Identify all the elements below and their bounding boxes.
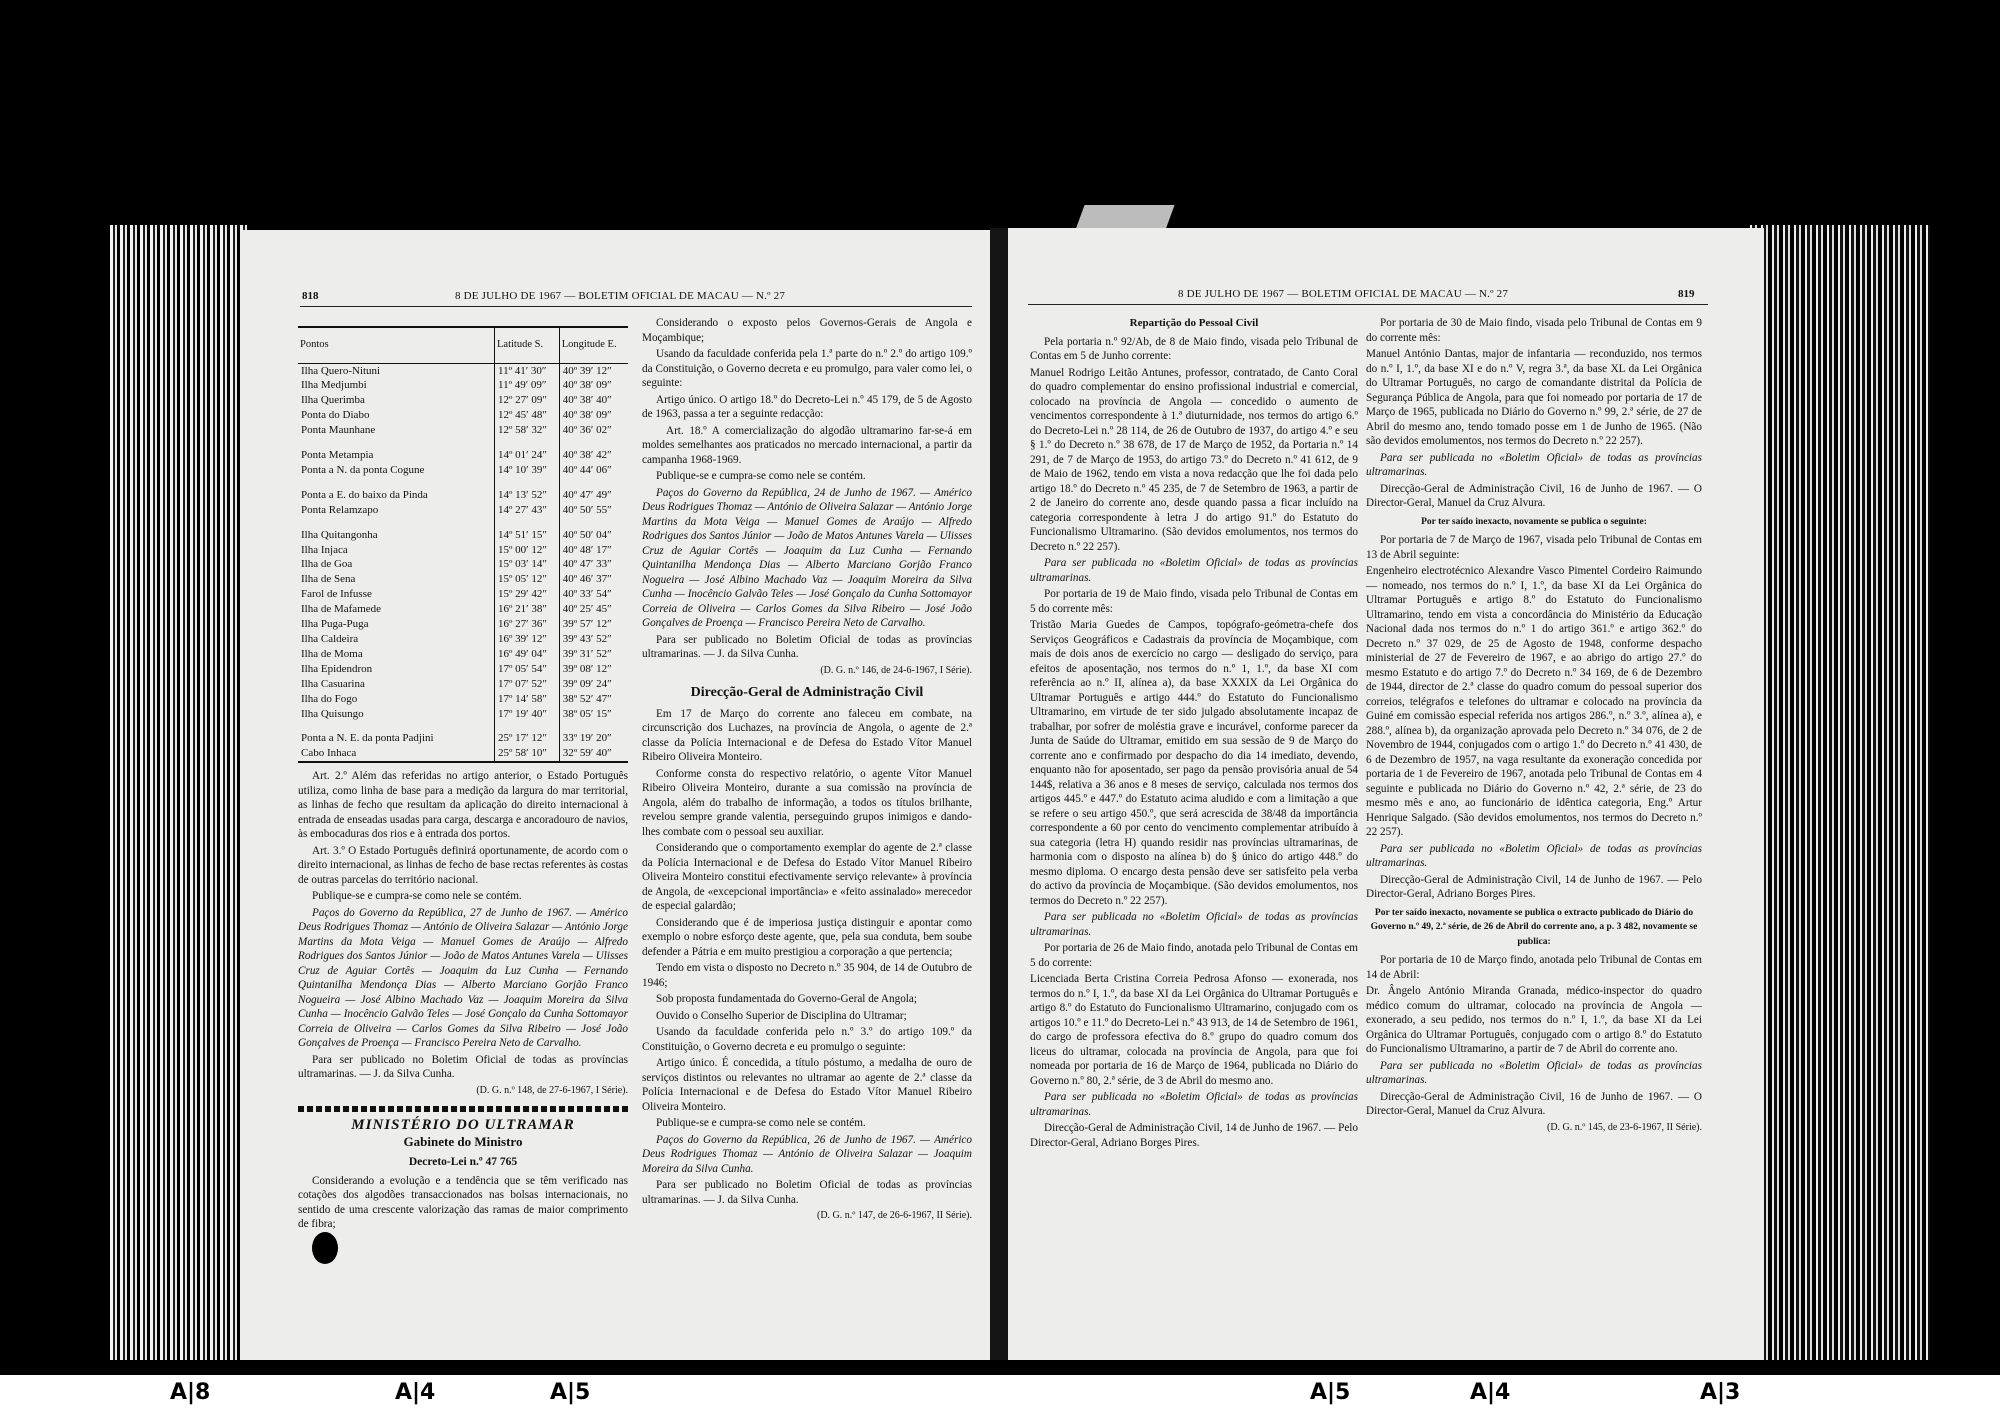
longitude-cell: 38º 05′ 15″ (559, 707, 628, 722)
table-header: Latitude S. (495, 327, 560, 363)
point-name-cell: Ilha de Mafamede (301, 603, 382, 616)
publication-note: Para ser publicado no Boletim Oficial de todas as províncias ultramarinas. — J. da Silva Cunha. (298, 1053, 628, 1081)
paragraph: Engenheiro electrotécnico Alexandre Vasco Pimentel Cordeiro Raimundo — nomeado, nos termos do n.º I, 1.º, da base XI da Lei Orgânica do Ultramar Português e artigo 8.º do Estatuto do Funcionalismo Ultramarino, tendo em vista a concordância do Ministério da Educação Nacional dada nos termos do n.º 1 do artigo 361.º e artigo 362.º do Decreto n.º 37 029, de 25 de Agosto de 1948, conforme despacho ministerial de 27 de Fevereiro de 1967, e ao abrigo do artigo 27.º do mesmo Estatuto e do artigo 7.º do Decreto n.º 34 169, de 6 de Dezembro de 1944, director de 2.ª classe do quadro comum do pessoal superior dos correios, telégrafos e telefones do ultramar e colocado na província da Guiné em comissão especial referida nos artigos 286.º, n.º 3.º, alínea a), e 288.º, alínea b), da organização aprovada pelo Decreto n.º 34 076, de 2 de Novembro de 1944, conjugados com o artigo 1.º do Decreto n.º 41 430, de 6 de Dezembro de 1957, na vaga resultante da exoneração concedida por portaria de 1 de Fevereiro de 1967, anotada pelo Tribunal de Contas em 4 seguinte e publicada no Diário do Governo n.º 42, 2.ª série, de 23 do mesmo mês e ano, ao funcionário de idêntica categoria, Eng.º Artur Henrique Salgado. (São devidos emolumentos, nos termos do Decreto n.º 22 257). (1366, 565, 1702, 838)
longitude-cell: 33º 19′ 20″ (559, 721, 628, 746)
signatories: Paços do Governo da República, 26 de Junho de 1967. — Américo Deus Rodrigues Thomaz — António de Oliveira Salazar — Joaquim Moreira da Silva Cunha. (642, 1133, 972, 1175)
paragraph: Dr. Ângelo António Miranda Granada, médico-inspector do quadro médico comum do ultramar, colocado na província de Angola — exonerado, a seu pedido, nos termos do n.º I, 1.º, da base XI da Lei Orgânica do Ultramar Português, conjugado com o artigo 8.º do Estatuto do Funcionalismo Ultramarino, a partir de 7 de Abril do corrente ano. (1366, 985, 1702, 1055)
publication-note: Para ser publicado no Boletim Oficial de todas as províncias ultramarinas. — J. da Silva Cunha. (642, 633, 972, 660)
table-row (298, 662, 628, 677)
left-column-2 (642, 316, 972, 1226)
ministry-heading: MINISTÉRIO DO ULTRAMAR (351, 1117, 575, 1134)
latitude-cell: 12º 58′ 32″ (495, 423, 560, 438)
longitude-cell: 40º 50′ 55″ (559, 503, 628, 518)
longitude-cell: 40º 36′ 02″ (559, 423, 628, 438)
latitude-cell: 25º 17′ 12″ (495, 721, 560, 746)
paragraph: Tendo em vista o disposto no Decreto n.º 35 904, de 14 de Outubro de 1946; (642, 962, 972, 989)
paragraph: Por portaria de 26 de Maio findo, anotada pelo Tribunal de Contas em 5 do corrente: (1030, 942, 1358, 969)
cabinet-heading: Gabinete do Ministro (403, 1133, 523, 1149)
signature-line: Direcção-Geral de Administração Civil, 14 de Junho de 1967. — Pelo Director-Geral, Adriano Borges Pires. (1030, 1122, 1358, 1149)
point-name-cell: Ilha Casuarina (301, 677, 365, 690)
paragraph: Manuel Rodrigo Leitão Antunes, professor, contratado, de Canto Coral do quadro complementar do ensino profissional industrial e comercial, colocado na província de Angola — concedido o aumento de vencimentos correspondente à 1.ª diuturnidade, nos termos do artigo 6.º do Decreto-Lei n.º 28 114, de 26 de Outubro de 1937, do artigo 4.º e seu § 1.º do Decreto n.º 38 678, de 17 de Março de 1952, da Portaria n.º 14 291, de 7 de Março de 1953, do artigo 73.º do Decreto n.º 41 612, de 9 de Maio de 1962, tendo em vista a nova redacção que lhe foi dada pelo artigo 18.º do Decreto n.º 45 235, de 7 de Setembro de 1963, a partir de 2 de Janeiro do corrente ano, desde quando passa a ficar incluído na categoria correspondente à letra J do artigo 91.º do Estatuto do Funcionalismo Ultramarino. (São devidos emolumentos, nos termos do Decreto n.º 22 257). (1030, 366, 1358, 553)
table-row (298, 557, 628, 572)
paragraph: Por portaria de 7 de Março de 1967, visada pelo Tribunal de Contas em 13 de Abril seguinte: (1366, 534, 1702, 561)
table-row (298, 378, 628, 393)
longitude-cell: 40º 25′ 45″ (559, 602, 628, 617)
table-row (298, 408, 628, 423)
publication-note: Para ser publicada no «Boletim Oficial» de todas as províncias ultramarinas. (1366, 1059, 1702, 1086)
table-row (298, 518, 628, 543)
point-name-cell: Ilha Injaca (301, 543, 348, 556)
paragraph: Por portaria de 19 de Maio findo, visada pelo Tribunal de Contas em 5 do corrente mês: (1030, 588, 1358, 615)
longitude-cell: 40º 38′ 42″ (559, 438, 628, 463)
table-row (298, 632, 628, 647)
point-name-cell: Ponta Relamzapo (301, 503, 379, 516)
book-edge-left (110, 225, 250, 1360)
point-name-cell: Ponta a N. da ponta Cogune (301, 463, 425, 476)
correction-notice: Por ter saído inexacto, novamente se publica o extracto publicado do Diário do Governo n.º 49, 2.ª série, de 26 de Abril do corrente ano, a p. 3 482, novamente se publica: (1370, 907, 1698, 947)
latitude-cell: 15º 05′ 12″ (495, 572, 560, 587)
table-row (298, 707, 628, 722)
point-name-cell: Ilha de Moma (301, 647, 363, 660)
latitude-cell: 14º 01′ 24″ (495, 438, 560, 463)
signatories: Paços do Governo da República, 24 de Junho de 1967. — Américo Deus Rodrigues Thomaz — António de Oliveira Salazar — António Jorge Martins da Mota Veiga — Manuel Gomes de Araújo — Alfredo Rodrigues dos Santos Júnior — João de Matos Antunes Varela — Ulisses Cruz de Aguiar Cortês — Joaquim da Luz Cunha — Fernando Quintanilha Mendonça Dias — Alberto Marciano Gorjão Franco Nogueira — José Albino Machado Vaz — Joaquim Moreira da Silva Cunha — Inocêncio Galvão Teles — José Gonçalo da Cunha Sottomayor Correia de Oliveira — Carlos Gomes da Silva Ribeiro — José João Gonçalves de Proença — Francisco Pereira Neto de Carvalho. (642, 486, 972, 629)
latitude-cell: 17º 14′ 58″ (495, 692, 560, 707)
gazette-reference: (D. G. n.º 148, de 27-6-1967, I Série). (476, 1084, 628, 1096)
right-column-1 (1030, 316, 1358, 1152)
longitude-cell: 32º 59′ 40″ (559, 746, 628, 762)
paragraph: Usando da faculdade conferida pelo n.º 3.º do artigo 109.º da Constituição, o Governo decreta e eu promulgo o seguinte: (642, 1026, 972, 1053)
latitude-cell: 16º 49′ 04″ (495, 647, 560, 662)
point-name-cell: Ilha Quisungo (301, 707, 364, 720)
section-heading: Repartição do Pessoal Civil (1129, 317, 1259, 329)
longitude-cell: 38º 52′ 47″ (559, 692, 628, 707)
section-divider (298, 1106, 628, 1112)
longitude-cell: 40º 38′ 40″ (559, 393, 628, 408)
index-tab: A|4 (1470, 1380, 1511, 1405)
coordinates-table (298, 326, 628, 763)
running-header: 8 DE JULHO DE 1967 — BOLETIM OFICIAL DE MACAU — N.º 27 (455, 290, 786, 302)
latitude-cell: 14º 27′ 43″ (495, 503, 560, 518)
table-row (298, 393, 628, 408)
latitude-cell: 17º 19′ 40″ (495, 707, 560, 722)
point-name-cell: Ilha de Goa (301, 558, 353, 571)
point-name-cell: Cabo Inhaca (298, 746, 495, 762)
latitude-cell: 15º 00′ 12″ (495, 543, 560, 558)
latitude-cell: 14º 10′ 39″ (495, 463, 560, 478)
paragraph: Publique-se e cumpra-se como nele se contém. (656, 1117, 866, 1129)
table-row (298, 602, 628, 617)
gazette-reference: (D. G. n.º 146, de 24-6-1967, I Série). (820, 664, 972, 676)
paragraph: Considerando o exposto pelos Governos-Gerais de Angola e Moçambique; (642, 317, 972, 344)
point-name-cell: Ilha Caldeira (301, 633, 359, 645)
longitude-cell: 39º 08′ 12″ (559, 662, 628, 677)
index-tab: A|5 (550, 1380, 591, 1405)
latitude-cell: 12º 27′ 09″ (495, 393, 560, 408)
latitude-cell: 17º 05′ 54″ (495, 662, 560, 677)
table-row (298, 692, 628, 707)
table-row (298, 363, 628, 378)
paragraph: Licenciada Berta Cristina Correia Pedrosa Afonso — exonerada, nos termos do n.º I, 1.º, da base XI da Lei Orgânica do Ultramar Português e artigo 8.º do Estatuto do Funcionalismo Ultramarino, conjugado com os artigos 10.º e 11.º do Decreto-Lei n.º 43 913, de 14 de Setembro de 1961, do cargo de professora efectiva do 8.º grupo do quadro comum dos liceus do ultramar, colocada na província de Angola, para que foi nomeada por portaria de 16 de Março de 1964, publicada no Diário do Governo n.º 80, 2.ª série, de 3 de Abril do mesmo ano. (1030, 973, 1358, 1087)
longitude-cell: 39º 43′ 52″ (559, 632, 628, 647)
index-tab: A|4 (395, 1380, 436, 1405)
gazette-reference: (D. G. n.º 147, de 26-6-1967, II Série). (816, 1210, 972, 1221)
binding-hole (312, 1232, 338, 1264)
paragraph: Conforme consta do respectivo relatório, o agente Vítor Manuel Ribeiro Oliveira Monteiro, durante a sua comissão na província de Angola, além do trabalho de informação, a todos os títulos brilhante, revelou sempre grande valentia, perseguindo grupos inimigos e dando-lhes combate com o pessoal seu auxiliar. (642, 767, 972, 838)
paragraph: Considerando que é de imperiosa justiça distinguir e apontar como exemplo o nobre esforço deste agente, que, pela sua conduta, bem soube defender a Pátria e em muito prestigiou a corporação a que pertencia; (642, 916, 972, 958)
publication-note: Para ser publicado no Boletim Oficial de todas as províncias ultramarinas. — J. da Silva Cunha. (642, 1179, 972, 1206)
article-2: Art. 2.º Além das referidas no artigo anterior, o Estado Português utiliza, como linha de base para a medição da largura do mar territorial, as linhas de fecho que resultam da aplicação do direito internacional à entrada de enseadas usadas para carga, descarga e ancoradouro de navios, às embocaduras dos rios e à entrada dos portos. (298, 770, 628, 841)
paragraph: Pela portaria n.º 92/Ab, de 8 de Maio findo, visada pelo Tribunal de Contas em 5 de Junho corrente: (1030, 335, 1358, 362)
latitude-cell: 15º 03′ 14″ (495, 557, 560, 572)
correction-notice: Por ter saído inexacto, novamente se publica o seguinte: (1421, 516, 1647, 527)
point-name-cell: Ilha de Sena (301, 573, 356, 586)
table-row (298, 543, 628, 558)
article-3: Art. 3.º O Estado Português definirá oportunamente, de acordo com o direito internacional, as linhas de fecho de base rectas referentes às costas de outras parcelas do território nacional. (298, 844, 628, 886)
point-name-cell: Ponta a E. do baixo da Pinda (301, 488, 428, 501)
point-name-cell: Ilha Puga-Puga (301, 618, 369, 631)
paragraph: Considerando que o comportamento exemplar do agente de 2.ª classe da Polícia Internacional e de Defesa do Estado Vítor Manuel Ribeiro Oliveira Monteiro constitui efectivamente serviço relevante» à província de Angola, de «excepcional importância» e «feito assinalado» merecedor de especial galardão; (642, 842, 972, 912)
longitude-cell: 40º 46′ 37″ (559, 572, 628, 587)
signature-line: Direcção-Geral de Administração Civil, 14 de Junho de 1967. — Pelo Director-Geral, Adriano Borges Pires. (1366, 873, 1702, 900)
page-number: 819 (1678, 288, 1695, 300)
table-row (298, 587, 628, 602)
point-name-cell: Ponta a N. E. da ponta Padjini (301, 732, 434, 745)
paragraph: Por portaria de 10 de Março findo, anotada pelo Tribunal de Contas em 14 de Abril: (1366, 954, 1702, 981)
publication-note: Para ser publicada no «Boletim Oficial» de todas as províncias ultramarinas. (1366, 451, 1702, 478)
latitude-cell: 14º 13′ 52″ (495, 478, 560, 503)
paragraph: Artigo único. É concedida, a título póstumo, a medalha de ouro de serviços distintos ou relevantes no ultramar ao agente de 2.ª classe da Polícia Internacional e de Defesa do Estado Vítor Manuel Ribeiro Oliveira Monteiro. (642, 1057, 972, 1113)
table-row (298, 463, 628, 478)
publique-text: Publique-se e cumpra-se como nele se contém. (312, 890, 522, 903)
right-column-2 (1366, 316, 1702, 1137)
longitude-cell: 40º 48′ 17″ (559, 543, 628, 558)
table-row (298, 647, 628, 662)
paragraph: Usando da faculdade conferida pela 1.ª parte do n.º 2.º do artigo 109.º da Constituição, o Governo decreta e eu promulgo, para valer como lei, o seguinte: (642, 348, 972, 389)
table-row (298, 478, 628, 503)
paragraph: Por portaria de 30 de Maio findo, visada pelo Tribunal de Contas em 9 do corrente mês: (1366, 317, 1702, 344)
longitude-cell: 39º 31′ 52″ (559, 647, 628, 662)
left-page (240, 230, 992, 1360)
signature-line: Direcção-Geral de Administração Civil, 16 de Junho de 1967. — O Director-Geral, Manuel da Cruz Alvura. (1366, 1090, 1702, 1117)
latitude-cell: 11º 41′ 30″ (495, 363, 560, 378)
paragraph: Manuel António Dantas, major de infantaria — reconduzido, nos termos do n.º I, 1.º, da base XI e do n.º V, regra 3.ª, da base XL da Lei Orgânica do Ultramar Português, no cargo de comandante distrital da Polícia de Segurança Pública de Angola, para que foi nomeado por portaria de 17 de Março de 1965, publicada no Diário do Governo n.º 99, 2.ª série, de 27 de Abril do mesmo ano, tendo tomado posse em 1 de Junho de 1965. (Não são devidos emolumentos, nos termos do Decreto n.º 22 257). (1366, 348, 1702, 447)
section-heading: Direcção-Geral de Administração Civil (690, 685, 924, 700)
book-edge-right (1750, 225, 1930, 1360)
longitude-cell: 40º 33′ 54″ (559, 587, 628, 602)
longitude-cell: 40º 39′ 12″ (559, 363, 628, 378)
paragraph: Em 17 de Março do corrente ano faleceu em combate, na circunscrição dos Luchazes, na província de Angola, o agente de 2.ª classe da Polícia Internacional e de Defesa do Estado Vítor Manuel Ribeiro Oliveira Monteiro. (642, 707, 972, 763)
longitude-cell: 40º 38′ 09″ (559, 408, 628, 423)
paragraph: Artigo único. O artigo 18.º do Decreto-Lei n.º 45 179, de 5 de Agosto de 1963, passa a ter a seguinte redacção: (642, 393, 972, 420)
longitude-cell: 39º 09′ 24″ (559, 677, 628, 692)
latitude-cell: 16º 39′ 12″ (495, 632, 560, 647)
running-header: 8 DE JULHO DE 1967 — BOLETIM OFICIAL DE MACAU — N.º 27 (1178, 288, 1509, 300)
point-name-cell: Ilha Epidendron (301, 662, 373, 675)
header-rule (1028, 304, 1708, 305)
signatories: Paços do Governo da República, 27 de Junho de 1967. — Américo Deus Rodrigues Thomaz — António de Oliveira Salazar — António Jorge Martins da Mota Veiga — Manuel Gomes de Araújo — Alfredo Rodrigues dos Santos Júnior — João de Matos Antunes Varela — Ulisses Cruz de Aguiar Cortês — Joaquim da Luz Cunha — Fernando Quintanilha Mendonça Dias — Alberto Marciano Gorjão Franco Nogueira — José Albino Machado Vaz — Joaquim Moreira da Silva Cunha — Inocêncio Galvão Teles — José Gonçalo da Cunha Sottomayor Correia de Oliveira — Carlos Gomes da Silva Ribeiro — José João Gonçalves de Proença — Francisco Pereira Neto de Carvalho. (298, 906, 628, 1050)
paragraph: Sob proposta fundamentada do Governo-Geral de Angola; (656, 993, 917, 1005)
latitude-cell: 14º 51′ 15″ (495, 518, 560, 543)
decree-heading: Decreto-Lei n.º 47 765 (408, 1156, 518, 1169)
point-name-cell: Farol de Infusse (301, 588, 372, 601)
point-name-cell: Ponta Metampia (301, 449, 374, 462)
latitude-cell: 25º 58′ 10″ (495, 746, 560, 762)
longitude-cell: 40º 38′ 09″ (559, 378, 628, 393)
book-gutter (990, 228, 1010, 1360)
table-header: Pontos (298, 327, 495, 363)
longitude-cell: 40º 50′ 04″ (559, 518, 628, 543)
publication-note: Para ser publicada no «Boletim Oficial» de todas as províncias ultramarinas. (1030, 911, 1358, 938)
longitude-cell: 39º 57′ 12″ (559, 617, 628, 632)
point-name-cell: Ilha Medjumbi (301, 379, 367, 392)
latitude-cell: 16º 21′ 38″ (495, 602, 560, 617)
latitude-cell: 12º 45′ 48″ (495, 408, 560, 423)
paragraph: Publique-se e cumpra-se como nele se contém. (656, 470, 866, 482)
point-name-cell: Ilha Quero-Nituni (301, 364, 381, 377)
table-row (298, 677, 628, 692)
latitude-cell: 15º 29′ 42″ (495, 587, 560, 602)
table-row (298, 503, 628, 518)
point-name-cell: Ponta Maunhane (301, 424, 376, 437)
paragraph: Tristão Maria Guedes de Campos, topógrafo-geómetra-chefe dos Serviços Geográficos e Cadastrais da província de Moçambique, com mais de dois anos de exercício no cargo — desligado do serviço, para efeitos de aposentação, nos termos do n.º 1, 1.º, da base XI com referência ao n.º II, alínea a), da base XXXIX da Lei Orgânica do Ultramar Português e artigo 444.º do Estatuto do Funcionalismo Ultramarino, em virtude de ter sido julgado absolutamente incapaz de trabalhar, por sofrer de moléstia grave e incurável, conforme parecer da Junta de Saúde do Ultramar, emitido em sua sessão de 9 de Março do corrente ano e confirmado por despacho do dia 14 imediato, devendo, enquanto não for aposentado, ser pago da pensão provisória anual de 54 144$, relativa a 36 anos e 8 meses de serviço, calculada nos termos dos artigos 445.º e 447.º do Estatuto acima aludido e com a limitação a que se refere o seu artigo 450.º, que será acrescida de 38/48 da importância correspondente a 60 por cento do vencimento complementar atribuído à sua categoria (letra H) quando residir nas províncias ultramarinas, de harmonia com o disposto na alínea b) do § único do artigo 448.º do mesmo diploma. O encargo desta pensão deve ser satisfeito pela verba do activo da província de Moçambique. (São devidos emolumentos, nos termos do Decreto n.º 22 257). (1030, 619, 1358, 907)
table-row (298, 746, 628, 762)
paragraph: Art. 18.º A comercialização do algodão ultramarino far-se-á em moldes semelhantes aos praticados no mercado internacional, a partir da campanha 1968-1969. (642, 424, 972, 466)
left-column-1 (298, 326, 628, 1234)
publication-note: Para ser publicada no «Boletim Oficial» de todas as províncias ultramarinas. (1030, 557, 1358, 584)
point-name-cell: Ilha do Fogo (301, 692, 358, 705)
page-smudge (1075, 205, 1174, 230)
table-row (298, 617, 628, 632)
publication-note: Para ser publicada no «Boletim Oficial» de todas as províncias ultramarinas. (1366, 842, 1702, 869)
latitude-cell: 11º 49′ 09″ (495, 378, 560, 393)
table-row (298, 721, 628, 746)
index-tab: A|8 (170, 1380, 211, 1405)
paragraph: Ouvido o Conselho Superior de Disciplina do Ultramar; (656, 1009, 907, 1022)
index-tab: A|3 (1700, 1380, 1741, 1405)
point-name-cell: Ponta do Diabo (301, 409, 370, 422)
longitude-cell: 40º 47′ 49″ (559, 478, 628, 503)
header-rule (300, 306, 972, 307)
table-row (298, 423, 628, 438)
gazette-reference: (D. G. n.º 145, de 23-6-1967, II Série). (1546, 1121, 1702, 1133)
table-row (298, 572, 628, 587)
point-name-cell: Ilha Quitangonha (301, 528, 378, 541)
longitude-cell: 40º 47′ 33″ (559, 557, 628, 572)
longitude-cell: 40º 44′ 06″ (559, 463, 628, 478)
right-page (1008, 228, 1764, 1360)
table-row (298, 438, 628, 463)
latitude-cell: 17º 07′ 52″ (495, 677, 560, 692)
signature-line: Direcção-Geral de Administração Civil, 16 de Junho de 1967. — O Director-Geral, Manuel da Cruz Alvura. (1366, 482, 1702, 509)
point-name-cell: Ilha Querimba (301, 394, 365, 407)
table-header: Longitude E. (559, 327, 628, 363)
index-tab: A|5 (1310, 1380, 1351, 1405)
latitude-cell: 16º 27′ 36″ (495, 617, 560, 632)
page-number: 818 (302, 290, 319, 302)
considerando-text: Considerando a evolução e a tendência que se têm verificado nas cotações dos algodões transaccionados nas bolsas internacionais, no sentido de uma crescente valorização das ramas de maior comprimento de fibra; (298, 1174, 628, 1231)
publication-note: Para ser publicada no «Boletim Oficial» de todas as províncias ultramarinas. (1030, 1091, 1358, 1118)
